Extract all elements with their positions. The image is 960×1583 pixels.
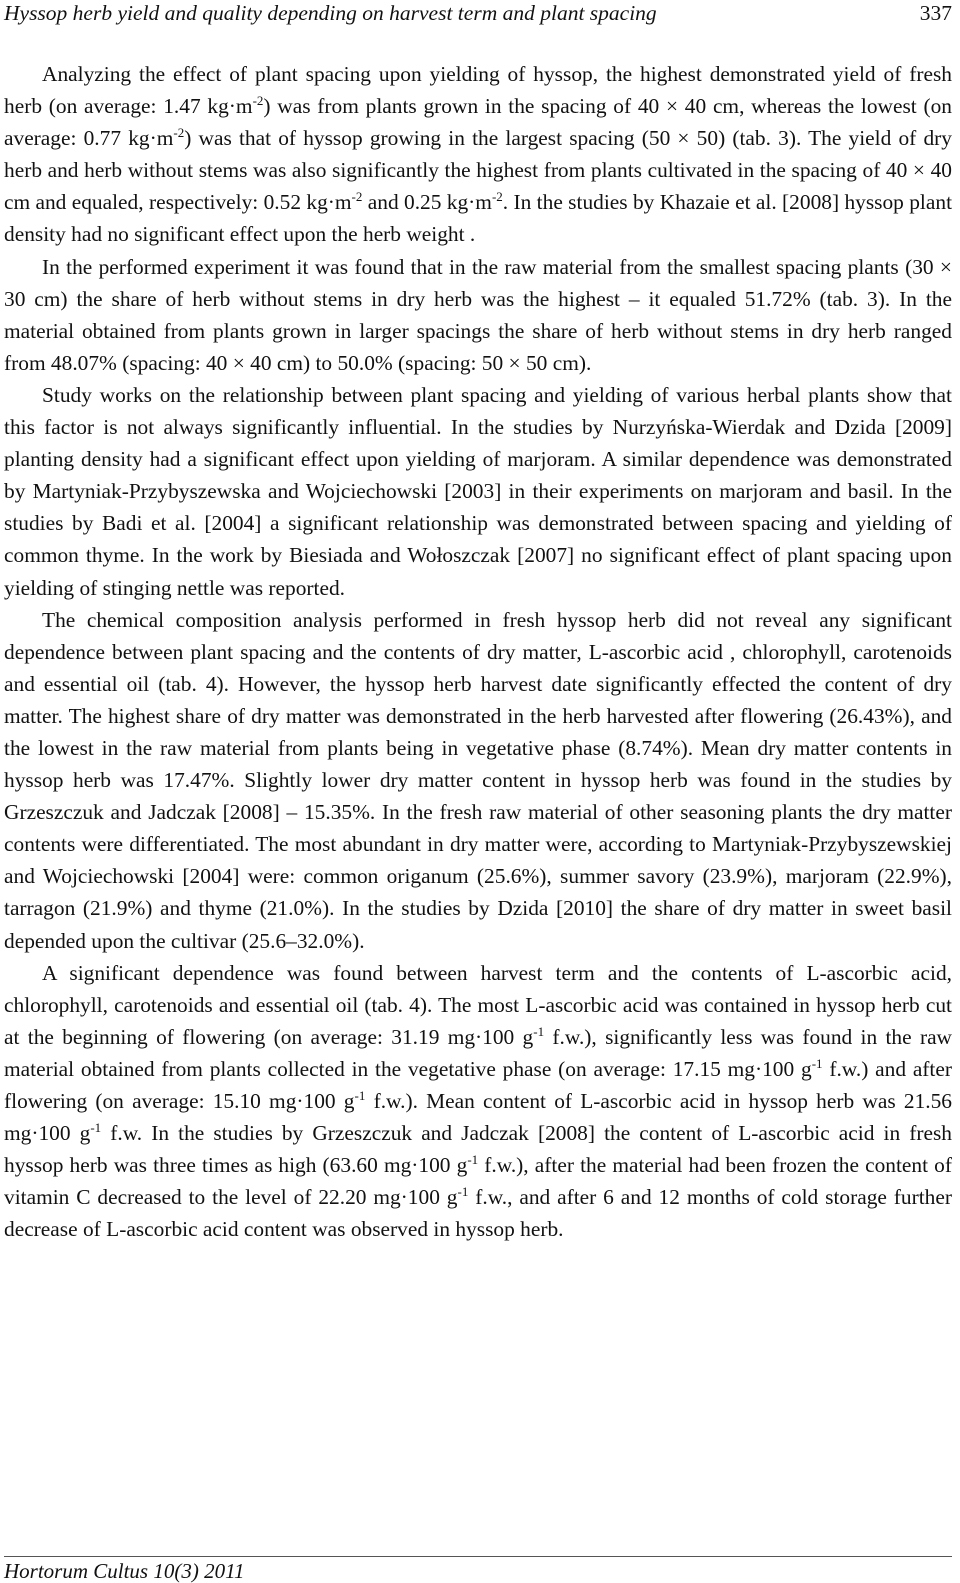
paragraph: A significant dependence was found between harvest term and the contents of L-ascorbic acid, chlorophyll, carotenoids and essential oil (tab. 4). The most L-ascorbic acid was contained in hyssop herb cut at the beginning of flowering (on average: 31.19 mg·100 $g^{-1}$ f.w.), significantly less was found in the raw material obtained from plants collected in the vegetative phase (on average: 17.15 mg·100 $g^{-1}$ f.w.) and after flowering (on average: 15.10 mg·100 $g^{-1}$ f.w.). Mean content of L-ascorbic acid in hyssop herb was 21.56 mg·100 $g^{-1}$ f.w. In the studies by Grzeszczuk and Jadczak [2008] the content of L-ascorbic acid in fresh hyssop herb was three times as high (63.60 mg·100 $g^{-1}$ f.w.), after the material had been frozen the content of vitamin C decreased to the level of 22.20 mg·100 $g^{-1}$ f.w., and after 6 and 12 months of cold storage further decrease of L-ascorbic acid content was observed in hyssop herb. — [4, 960, 953, 1242]
footer-divider — [4, 1556, 952, 1557]
running-header — [4, 0, 952, 28]
paragraph: Analyzing the effect of plant spacing upon yielding of hyssop, the highest demonstrated yield of fresh herb (on average: 1.47 $kg\cdot m^{-2}$) was from plants grown in the spacing of 40 × 40 cm, whereas the lowest (on average: 0.77 $kg\cdot m^{-2}$) was that of hyssop growing in the largest spacing (50 × 50) (tab. 3). The yield of dry herb and herb without stems was also significantly the highest from plants cultivated in the spacing of 40 × 40 cm and equaled, respectively: 0.52 $kg\cdot m^{-2}$ and 0.25 $kg\cdot m^{-2}$. In the studies by Khazaie et al. [2008] hyssop plant density had no significant effect upon the herb weight . — [4, 62, 953, 247]
article-body — [4, 58, 952, 1245]
superscript: -1 — [457, 1184, 469, 1200]
paragraph: Study works on the relationship between plant spacing and yielding of various herbal plants show that this factor is not always significantly influential. In the studies by Nurzyńska-Wierdak and Dzida [2009] planting density had a significant effect upon yielding of marjoram. A similar dependence was demonstrated by Martyniak-Przybyszewska and Wojciechowski [2003] in their experiments on marjoram and basil. In the studies by Badi et al. [2004] a significant relationship was demonstrated between spacing and yielding of common thyme. In the work by Biesiada and Wołoszczak [2007] no significant effect of plant spacing upon yielding of stinging nettle was reported. — [4, 382, 952, 600]
superscript: -1 — [90, 1120, 102, 1136]
journal-footer: Hortorum Cultus 10(3) 2011 — [4, 1559, 245, 1583]
paragraph: In the performed experiment it was found that in the raw material from the smallest spacing plants (30 × 30 cm) the share of herb without stems in dry herb was the highest – it equaled 51.72% (tab. 3). In the material obtained from plants grown in larger spacings the share of herb without stems in dry herb ranged from 48.07% (spacing: 40 × 40 cm) to 50.0% (spacing: 50 × 50 cm). — [4, 254, 952, 375]
superscript: -2 — [351, 189, 363, 205]
running-title: Hyssop herb yield and quality depending on harvest term and plant spacing — [4, 1, 657, 25]
page-number: 337 — [919, 1, 952, 25]
superscript: -1 — [533, 1024, 545, 1040]
superscript: -2 — [491, 189, 503, 205]
superscript: -1 — [811, 1056, 823, 1072]
superscript: -2 — [252, 93, 264, 109]
superscript: -2 — [173, 125, 185, 141]
superscript: -1 — [467, 1152, 479, 1168]
superscript: -1 — [354, 1088, 366, 1104]
paragraph: The chemical composition analysis performed in fresh hyssop herb did not reveal any significant dependence between plant spacing and the contents of dry matter, L-ascorbic acid , chlorophyll, carotenoids and essential oil (tab. 4). However, the hyssop herb harvest date significantly effected the content of dry matter. The highest share of dry matter was demonstrated in the herb harvested after flowering (26.43%), and the lowest in the raw material from plants being in vegetative phase (8.74%). Mean dry matter contents in hyssop herb was 17.47%. Slightly lower dry matter content in hyssop herb was found in the studies by Grzeszczuk and Jadczak [2008] – 15.35%. In the fresh raw material of other seasoning plants the dry matter contents were differentiated. The most abundant in dry matter were, according to Martyniak-Przybyszewskiej and Wojciechowski [2004] were: common origanum (25.6%), summer savory (23.9%), marjoram (22.9%), tarragon (21.9%) and thyme (21.0%). In the studies by Dzida [2010] the share of dry matter in sweet basil depended upon the cultivar (25.6–32.0%). — [4, 607, 952, 953]
